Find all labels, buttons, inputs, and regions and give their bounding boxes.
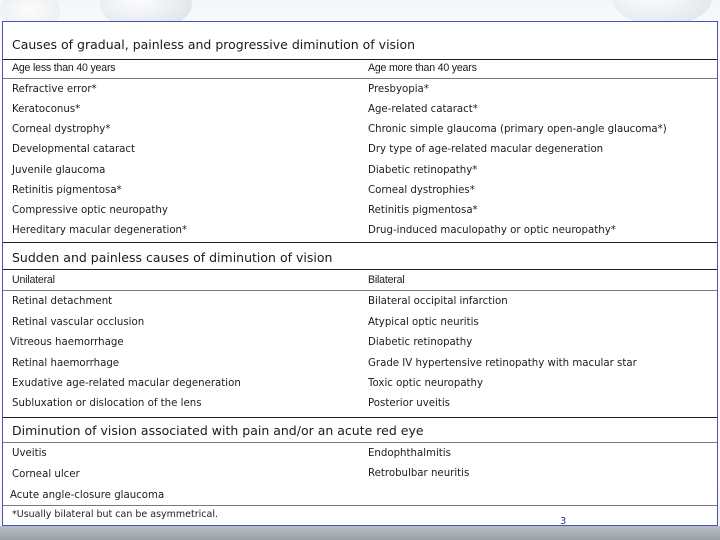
table-cell: Retinal vascular occlusion [12,317,145,328]
table-cell: Atypical optic neuritis [368,317,479,328]
table-cell: Juvenile glaucoma [12,165,106,176]
section-divider [3,269,717,270]
table-cell: Retinitis pigmentosa* [368,205,478,216]
table-cell: Keratoconus* [12,104,81,115]
table-cell: Compressive optic neuropathy [12,205,168,216]
table-cell: Retinal detachment [12,296,113,307]
section-divider [3,417,717,418]
page-marker: 3 [560,516,567,527]
table-cell: Retrobulbar neuritis [368,468,470,479]
footnote-divider [3,505,717,506]
table-cell: Drug-induced maculopathy or optic neuropathy* [368,225,616,236]
table-cell: Presbyopia* [368,84,429,95]
table-cell: Diabetic retinopathy* [368,165,478,176]
table-cell: Chronic simple glaucoma (primary open-angle glaucoma*) [368,124,667,135]
table-cell: Retinal haemorrhage [12,358,120,369]
table-cell: Bilateral occipital infarction [368,296,508,307]
table-cell: Exudative age-related macular degeneration [12,378,241,389]
table-cell: Subluxation or dislocation of the lens [12,398,202,409]
table-cell: Age-related cataract* [368,104,478,115]
table-cell: Dry type of age-related macular degeneration [368,144,604,155]
table-cell: Refractive error* [12,84,97,95]
column-header-right: Bilateral [368,274,405,286]
column-header-left: Age less than 40 years [12,62,116,74]
table-cell: Diabetic retinopathy [368,337,473,348]
column-header-left: Unilateral [12,274,55,286]
header-divider [3,78,717,79]
section-title-gradual: Causes of gradual, painless and progressive diminution of vision [12,37,416,52]
table-cell: Vitreous haemorrhage [10,337,124,348]
causes-table [2,21,718,526]
table-cell: Corneal dystrophies* [368,185,475,196]
bottom-bar [0,526,720,540]
section-title-sudden: Sudden and painless causes of diminution of vision [12,250,333,265]
header-divider [3,290,717,291]
table-cell: Acute angle-closure glaucoma [10,490,165,501]
table-cell: Developmental cataract [12,144,136,155]
table-cell: Corneal ulcer [12,469,80,480]
table-cell: Grade IV hypertensive retinopathy with macular star [368,358,637,369]
table-cell: Endophthalmitis [368,448,451,459]
table-cell: Posterior uveitis [368,398,450,409]
table-cell: Uveitis [12,448,47,459]
table-cell: Retinitis pigmentosa* [12,185,122,196]
section-divider [3,442,717,443]
column-header-right: Age more than 40 years [368,62,477,74]
table-cell: Corneal dystrophy* [12,124,111,135]
footnote: *Usually bilateral but can be asymmetrical. [12,509,218,520]
section-title-painful: Diminution of vision associated with pain and/or an acute red eye [12,423,424,438]
section-divider [3,242,717,243]
table-cell: Hereditary macular degeneration* [12,225,188,236]
table-cell: Toxic optic neuropathy [368,378,484,389]
section-divider [3,59,717,60]
